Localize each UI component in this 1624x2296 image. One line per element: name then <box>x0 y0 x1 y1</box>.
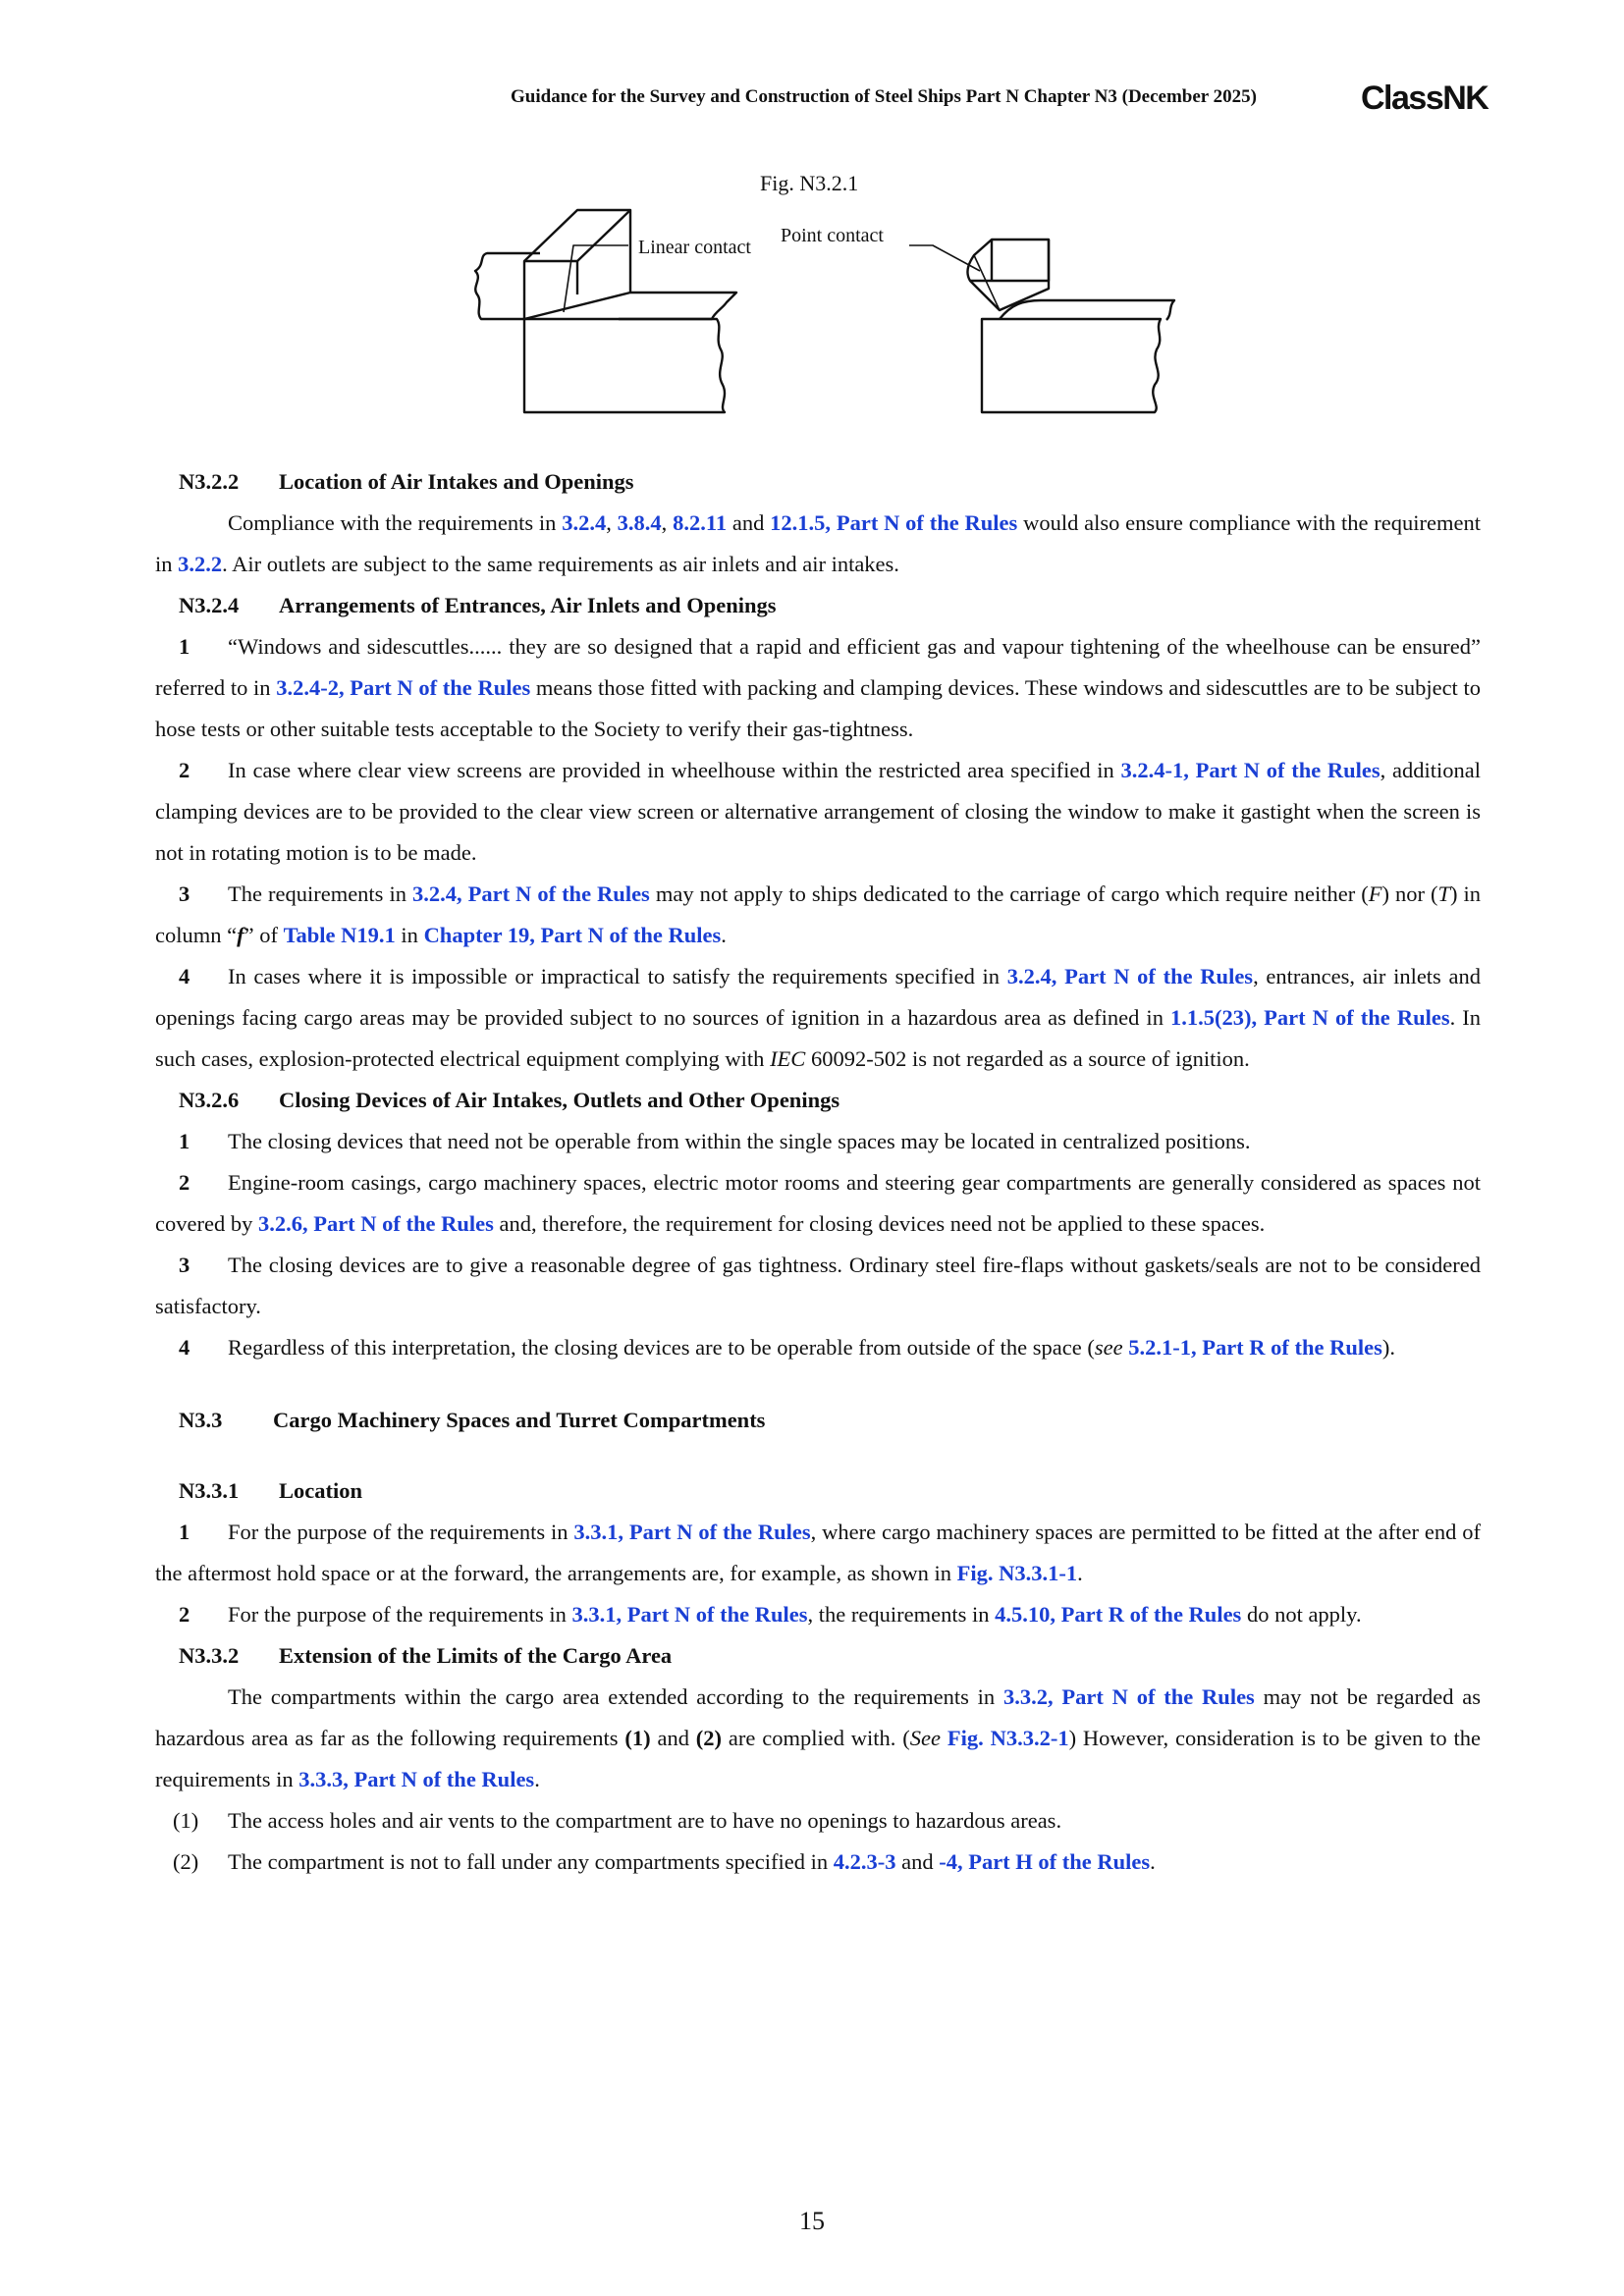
numbered-paragraph: 1 The closing devices that need not be operable from within the single spaces may be located in centralized positions. <box>179 1129 1251 1153</box>
rule-link[interactable]: 4.2.3-3 <box>833 1849 896 1874</box>
rule-link[interactable]: 3.8.4 <box>617 510 662 535</box>
list-item: (2) The compartment is not to fall under any compartments specified in 4.2.3-3 and -4, Part H of the Rules. <box>173 1849 1156 1874</box>
section-heading: N3.3.1 Location <box>179 1478 363 1503</box>
rule-link[interactable]: 1.1.5(23), Part N of the Rules <box>1170 1005 1450 1030</box>
numbered-paragraph: 4 Regardless of this interpretation, the closing devices are to be operable from outside of the space (see 5.2.1-1, Part R of the Rules). <box>179 1335 1396 1360</box>
rule-link[interactable]: 3.2.4-1, Part N of the Rules <box>1120 758 1380 782</box>
rule-link[interactable]: 5.2.1-1, Part R of the Rules <box>1128 1335 1382 1360</box>
rule-link[interactable]: 3.2.2 <box>178 552 223 576</box>
section-heading: N3.3.2 Extension of the Limits of the Cargo Area <box>179 1643 673 1668</box>
figure-caption: Fig. N3.2.1 <box>760 171 859 195</box>
numbered-paragraph: 3 The closing devices are to give a reasonable degree of gas tightness. Ordinary steel fire-flaps without gaskets/seals are not to be considered satisfactory. <box>155 1253 1481 1318</box>
rule-link[interactable]: Table N19.1 <box>283 923 396 947</box>
section-heading: N3.2.4 Arrangements of Entrances, Air Inlets and Openings <box>179 593 777 617</box>
rule-link[interactable]: 8.2.11 <box>673 510 728 535</box>
lower-plate-right <box>982 319 1161 412</box>
upper-plate-left <box>475 253 540 319</box>
numbered-paragraph: 2 In case where clear view screens are provided in wheelhouse within the restricted area specified in 3.2.4-1, Part N of the Rules, additional clamping devices are to be provided to the clear view screen or alternative arrangement of closing the window to make it gastight when the screen is not in rotating motion is to be made. <box>155 758 1481 865</box>
rule-link[interactable]: 3.3.2, Part N of the Rules <box>1002 1684 1255 1709</box>
paragraph: Compliance with the requirements in 3.2.4, 3.8.4, 8.2.11 and 12.1.5, Part N of the Rules would also ensure compliance with the requirement in 3.2.2. Air outlets are subject to the same requirements as air inlets and air intakes. <box>155 510 1482 576</box>
rule-link[interactable]: 12.1.5, Part N of the Rules <box>770 510 1018 535</box>
rule-link[interactable]: Chapter 19, Part N of the Rules <box>423 923 722 947</box>
numbered-paragraph: 3 The requirements in 3.2.4, Part N of the Rules may not apply to ships dedicated to the carriage of cargo which require neither (F) nor (T) in column “f” of Table N19.1 in Chapter 19, Part N of the Rules. <box>155 881 1481 947</box>
figure-link[interactable]: Fig. N3.3.1-1 <box>956 1561 1078 1585</box>
rule-link[interactable]: 3.3.3, Part N of the Rules <box>298 1767 535 1791</box>
page-header <box>511 80 1489 121</box>
label-linear-contact: Linear contact <box>638 237 751 258</box>
list-item: (1) The access holes and air vents to the compartment are to have no openings to hazardous areas. <box>173 1808 1062 1833</box>
chapter-section-heading: N3.3 Cargo Machinery Spaces and Turret Compartments <box>179 1408 766 1432</box>
rule-link[interactable]: 3.2.6, Part N of the Rules <box>257 1211 494 1236</box>
numbered-paragraph: 2 For the purpose of the requirements in 3.3.1, Part N of the Rules, the requirements in 4.5.10, Part R of the Rules do not apply. <box>179 1602 1362 1627</box>
rule-link[interactable]: 3.2.4, Part N of the Rules <box>1006 964 1254 988</box>
contact-figure <box>461 206 1208 432</box>
label-point-contact: Point contact <box>781 225 884 246</box>
body-content <box>155 461 1481 1883</box>
rule-link[interactable]: 4.5.10, Part R of the Rules <box>995 1602 1242 1627</box>
rule-link[interactable]: 3.2.4 <box>562 510 607 535</box>
upper-plate-right <box>1000 300 1174 320</box>
classnk-logo: ClassNK <box>1361 80 1489 117</box>
rule-link[interactable]: 3.3.1, Part N of the Rules <box>573 1520 811 1544</box>
section-heading: N3.2.6 Closing Devices of Air Intakes, Outlets and Other Openings <box>179 1088 840 1112</box>
rule-link[interactable]: -4, Part H of the Rules <box>939 1849 1151 1874</box>
page-number: 15 <box>799 2207 825 2235</box>
header-title: Guidance for the Survey and Construction of Steel Ships Part N Chapter N3 (December 2025) <box>511 86 1257 107</box>
rule-link[interactable]: 3.3.1, Part N of the Rules <box>571 1602 808 1627</box>
figure-link[interactable]: Fig. N3.3.2-1 <box>947 1726 1069 1750</box>
rule-link[interactable]: 3.2.4-2, Part N of the Rules <box>276 675 531 700</box>
numbered-paragraph: 4 In cases where it is impossible or impractical to satisfy the requirements specified in 3.2.4, Part N of the Rules, entrances, air inlets and openings facing cargo areas may be provided subject to no sources of ignition in a hazardous area as defined in 1.1.5(23), Part N of the Rules. In such cases, explosion-protected electrical equipment complying with IEC 60092-502 is not regarded as a source of ignition. <box>155 964 1481 1071</box>
rule-link[interactable]: 3.2.4, Part N of the Rules <box>411 881 650 906</box>
numbered-paragraph: 1 “Windows and sidescuttles...... they are so designed that a rapid and efficient gas and vapour tightening of the wheelhouse can be ensured” referred to in 3.2.4-2, Part N of the Rules means those fitted with packing and clamping devices. These windows and sidescuttles are to be subject to hose tests or other suitable tests acceptable to the Society to verify their gas-tightness. <box>155 634 1481 741</box>
paragraph: The compartments within the cargo area extended according to the requirements in 3.3.2, Part N of the Rules may not be regarded as hazardous area as far as the following requirements (1) and (2) are complied with. (See Fig. N3.3.2-1) However, consideration is to be given to the requirements in 3.3.3, Part N of the Rules. <box>155 1684 1481 1791</box>
section-heading: N3.2.2 Location of Air Intakes and Openings <box>179 469 634 494</box>
numbered-paragraph: 1 For the purpose of the requirements in 3.3.1, Part N of the Rules, where cargo machinery spaces are permitted to be fitted at the after end of the aftermost hold space or at the forward, the arrangements are, for example, as shown in Fig. N3.3.1-1. <box>155 1520 1481 1585</box>
numbered-paragraph: 2 Engine-room casings, cargo machinery spaces, electric motor rooms and steering gear compartments are generally considered as spaces not covered by 3.2.6, Part N of the Rules and, therefore, the requirement for closing devices need not be applied to these spaces. <box>155 1170 1481 1236</box>
lower-plate-left <box>524 319 725 412</box>
